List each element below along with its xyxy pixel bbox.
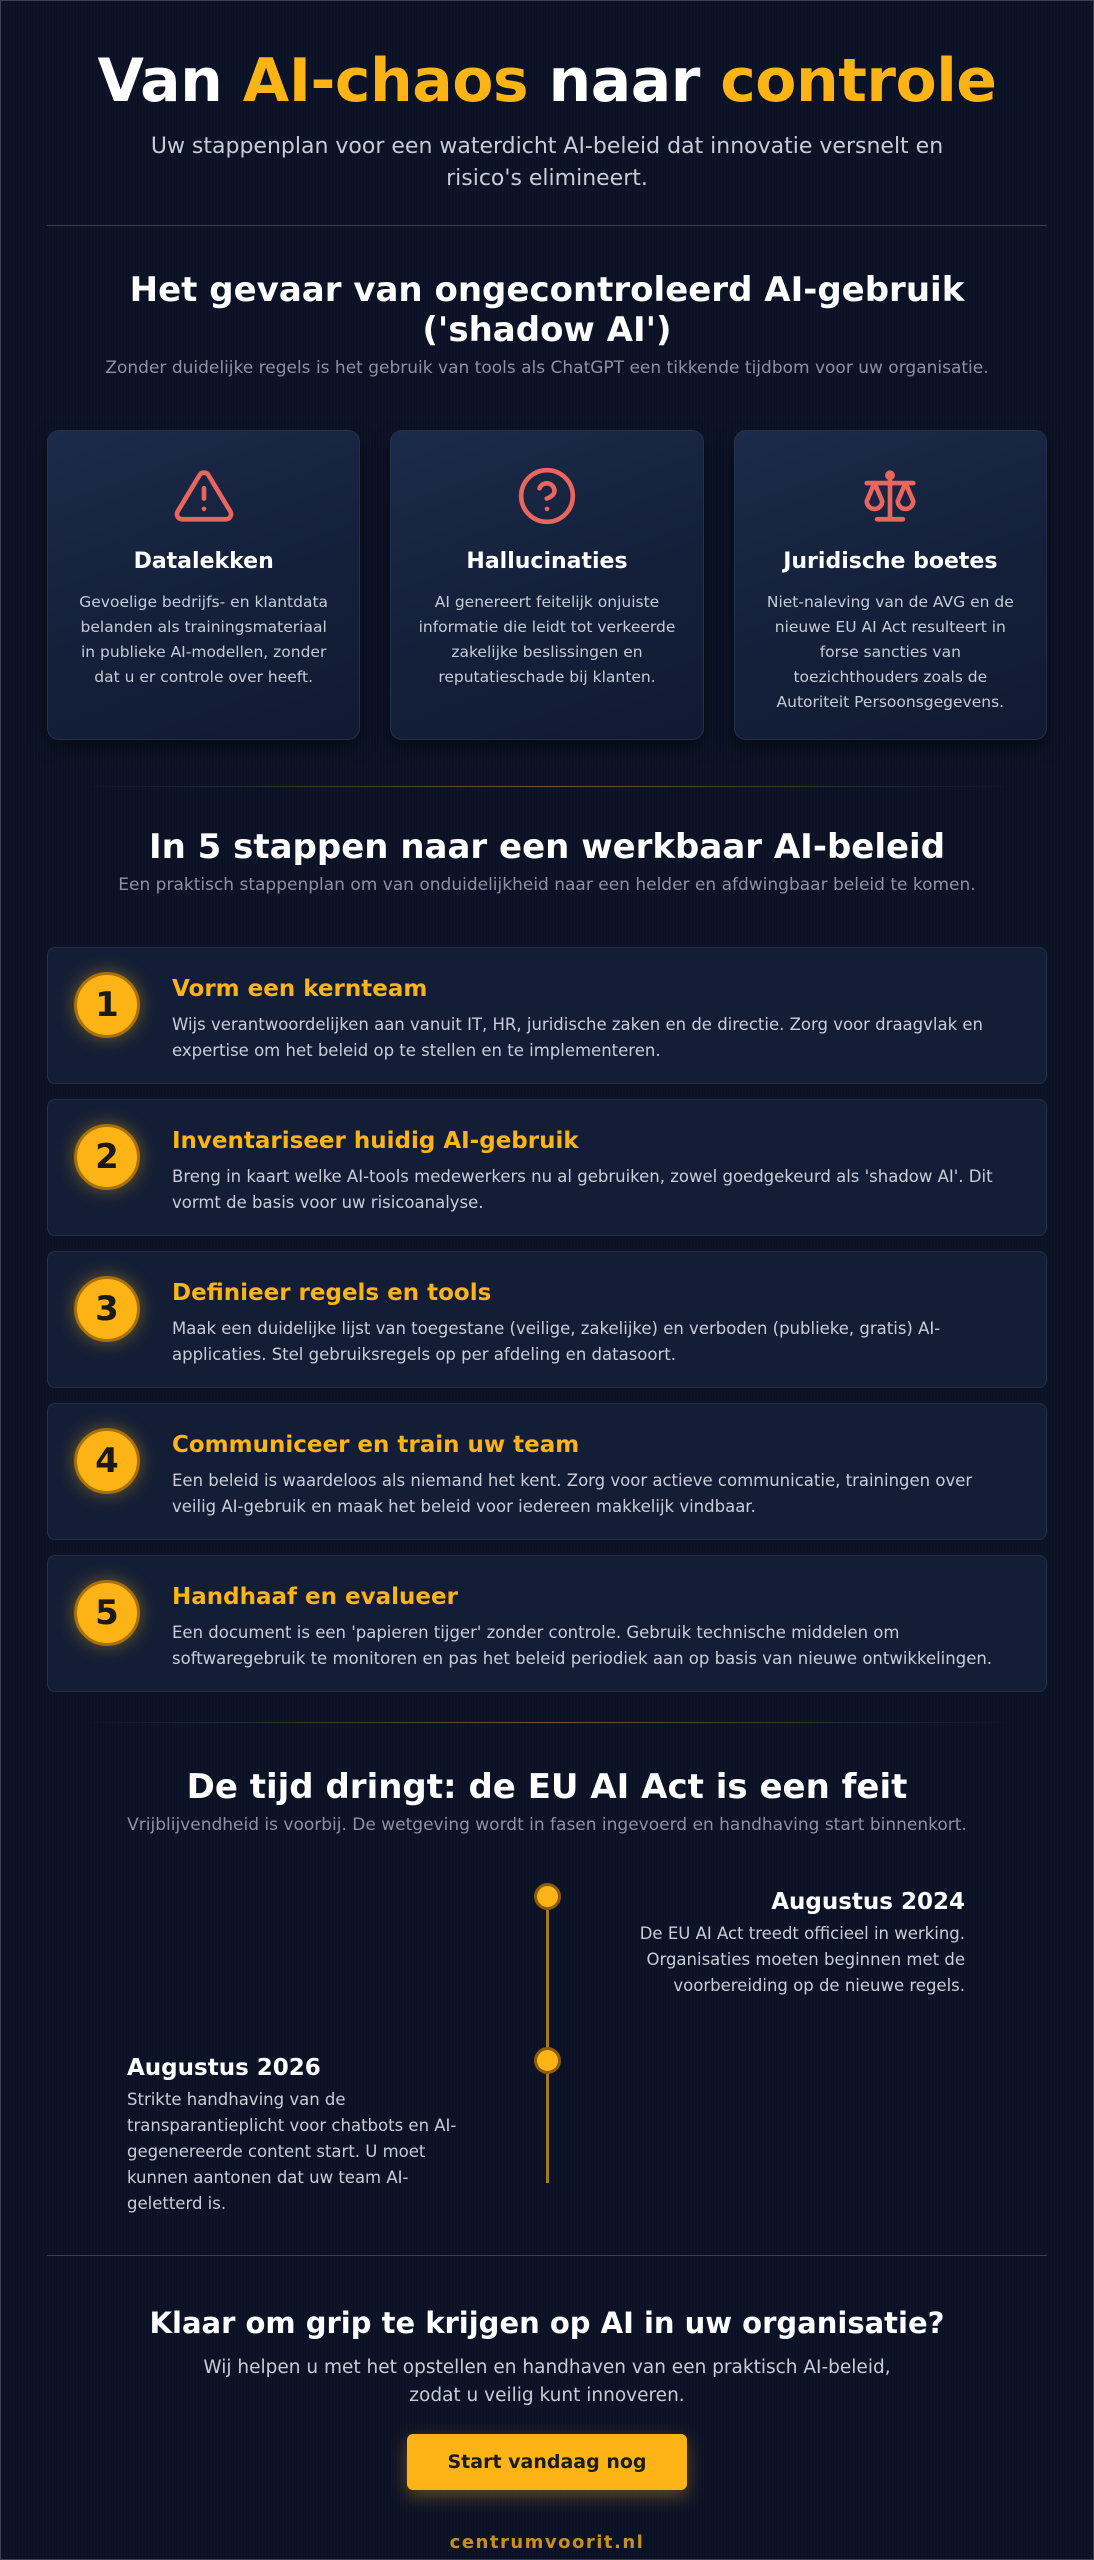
step-item bbox=[47, 1403, 1047, 1540]
step-item bbox=[47, 1099, 1047, 1236]
risk-card-boetes bbox=[734, 430, 1047, 740]
warning-triangle-icon bbox=[173, 512, 235, 531]
timeline-title: De tijd dringt: de EU AI Act is een feit bbox=[186, 1767, 908, 1807]
steps-section bbox=[1, 787, 1093, 1692]
step-number-badge: 1 bbox=[74, 972, 140, 1038]
danger-title: Het gevaar van ongecontroleerd AI-gebruik ('shadow AI') bbox=[129, 270, 965, 350]
risk-card-text: Niet-naleving van de AVG en de nieuwe EU AI Act resulteert in forse sancties van toezichthouders zoals de Autoriteit Persoonsgegevens. bbox=[766, 593, 1014, 711]
step-text: Een document is een 'papieren tijger' zonder controle. Gebruik technische middelen om softwaregebruik te monitoren en pas het beleid periodiek aan op basis van nieuwe ontwikkelingen. bbox=[172, 1623, 993, 1668]
timeline-text: De EU AI Act treedt officieel in werking. Organisaties moeten beginnen met de voorbereiding op de nieuwe regels. bbox=[639, 1924, 965, 1995]
risk-cards bbox=[47, 430, 1047, 740]
timeline-date: Augustus 2024 bbox=[771, 1889, 965, 1915]
timeline-section bbox=[1, 1723, 1093, 2229]
step-number-badge: 5 bbox=[74, 1580, 140, 1646]
timeline-dot bbox=[534, 1883, 561, 1910]
steps-list bbox=[47, 947, 1047, 1692]
timeline-text: Strikte handhaving van de transparantieplicht voor chatbots en AI-gegenereerde content start. U moet kunnen aantonen dat uw team AI-geletterd is. bbox=[127, 2090, 457, 2213]
cta-section bbox=[1, 2256, 1093, 2553]
cta-text: Wij helpen u met het opstellen en handhaven van een praktisch AI-beleid, zodat u veilig kunt innoveren. bbox=[203, 2357, 891, 2406]
cta-title: Klaar om grip te krijgen op AI in uw organisatie? bbox=[149, 2306, 945, 2340]
step-title: Definieer regels en tools bbox=[172, 1280, 492, 1306]
hero bbox=[1, 1, 1093, 195]
hero-title-accent-control: controle bbox=[720, 46, 997, 116]
hero-subtitle: Uw stappenplan voor een waterdicht AI-beleid dat innovatie versnelt en risico's elimineert. bbox=[150, 134, 944, 191]
timeline-dot bbox=[534, 2047, 561, 2074]
steps-title: In 5 stappen naar een werkbaar AI-beleid bbox=[148, 827, 946, 867]
timeline-line bbox=[546, 1897, 549, 2183]
timeline-date: Augustus 2026 bbox=[127, 2055, 321, 2081]
start-today-button[interactable]: Start vandaag nog bbox=[407, 2434, 687, 2490]
risk-card-text: Gevoelige bedrijfs- en klantdata belanden als trainingsmateriaal in publieke AI-modellen, zonder dat u er controle over heeft. bbox=[79, 593, 329, 686]
timeline-event bbox=[127, 2053, 477, 2217]
step-item bbox=[47, 1251, 1047, 1388]
question-circle-icon bbox=[516, 512, 578, 531]
timeline-event bbox=[605, 1887, 965, 1999]
step-title: Handhaaf en evalueer bbox=[172, 1584, 458, 1610]
risk-card-hallucinaties bbox=[390, 430, 703, 740]
brand-link[interactable]: centrumvoorit.nl bbox=[449, 2532, 645, 2553]
scales-icon bbox=[859, 512, 921, 531]
step-text: Een beleid is waardeloos als niemand het kent. Zorg voor actieve communicatie, trainingen over veilig AI-gebruik en maak het beleid voor iedereen makkelijk vindbaar. bbox=[172, 1471, 973, 1516]
step-title: Vorm een kernteam bbox=[172, 976, 428, 1002]
step-text: Maak een duidelijke lijst van toegestane (veilige, zakelijke) en verboden (publieke, gratis) AI-applicaties. Stel gebruiksregels op per afdeling en datasoort. bbox=[172, 1319, 941, 1364]
steps-subtitle: Een praktisch stappenplan om van onduidelijkheid naar een helder en afdwingbaar beleid te komen. bbox=[118, 875, 976, 895]
step-item bbox=[47, 947, 1047, 1084]
risk-card-title: Hallucinaties bbox=[466, 549, 628, 574]
step-title: Communiceer en train uw team bbox=[172, 1432, 580, 1458]
step-number-badge: 3 bbox=[74, 1276, 140, 1342]
hero-title: Van AI-chaos naar controle bbox=[97, 46, 997, 116]
risk-card-text: AI genereert feitelijk onjuiste informatie die leidt tot verkeerde zakelijke beslissingen en reputatieschade bij klanten. bbox=[418, 593, 676, 686]
step-number-badge: 2 bbox=[74, 1124, 140, 1190]
step-item bbox=[47, 1555, 1047, 1692]
step-text: Breng in kaart welke AI-tools medewerkers nu al gebruiken, zowel goedgekeurd als 'shadow AI'. Dit vormt de basis voor uw risicoanalyse. bbox=[172, 1167, 993, 1212]
risk-card-title: Juridische boetes bbox=[783, 549, 998, 574]
step-number-badge: 4 bbox=[74, 1428, 140, 1494]
step-text: Wijs verantwoordelijken aan vanuit IT, HR, juridische zaken en de directie. Zorg voor draagvlak en expertise om het beleid op te stellen en te implementeren. bbox=[172, 1015, 984, 1060]
timeline bbox=[1, 1869, 1093, 2229]
hero-title-accent-chaos: AI-chaos bbox=[242, 46, 529, 116]
danger-subtitle: Zonder duidelijke regels is het gebruik van tools als ChatGPT een tikkende tijdbom voor uw organisatie. bbox=[105, 358, 989, 378]
risk-card-title: Datalekken bbox=[133, 549, 274, 574]
danger-section bbox=[1, 226, 1093, 740]
risk-card-datalekken bbox=[47, 430, 360, 740]
timeline-subtitle: Vrijblijvendheid is voorbij. De wetgeving wordt in fasen ingevoerd en handhaving start binnenkort. bbox=[127, 1815, 967, 1835]
step-title: Inventariseer huidig AI-gebruik bbox=[172, 1128, 579, 1154]
